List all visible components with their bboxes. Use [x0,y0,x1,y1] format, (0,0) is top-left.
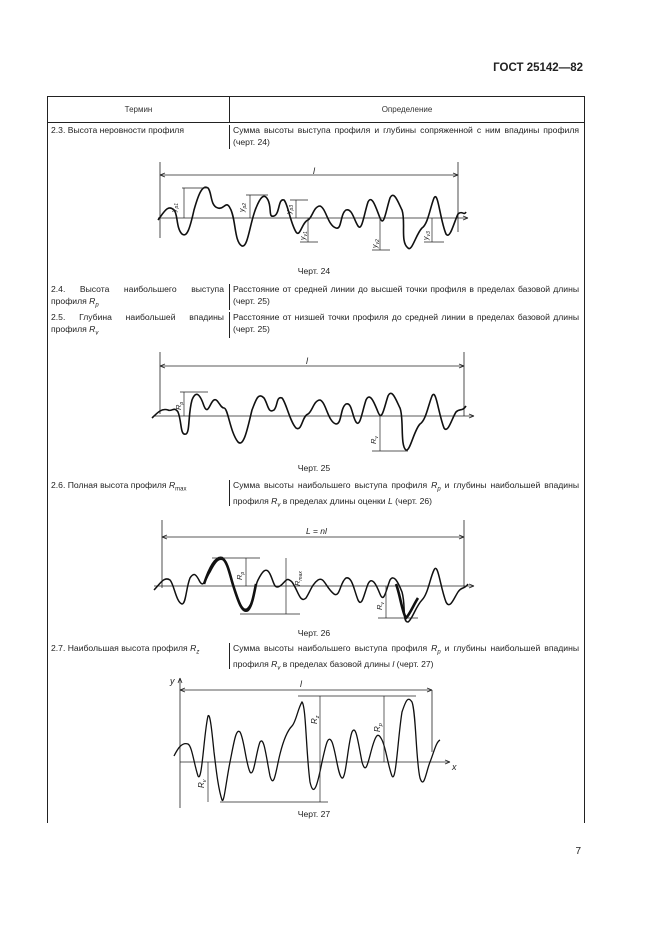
length-label: l [306,356,308,366]
label-rv: $R_v$ [197,779,208,788]
figure-25-profile [150,352,480,457]
label-yv2: $y_{v2}$ [372,239,381,248]
term-text: 2.5. Глубина наибольшей впадины профиля $R_v$ [51,312,224,337]
figure-27-caption: Черт. 27 [297,809,331,819]
figure-27-profile [160,672,470,812]
length-label: L = nl [306,526,327,536]
definition-text: Сумма высоты наибольшего выступа профиля $R_p$ и глубины наибольшей впадины профиля $R_v$ в пределах длины оценки L (черт. 26) [233,480,579,509]
label-yp3: $y_{p3}$ [286,204,295,214]
length-label: l [300,679,302,689]
table-row [48,480,584,509]
term-text: 2.4. Высота наибольшего выступа профиля $R_p$ [51,284,224,309]
definition-text: Сумма высоты выступа профиля и глубины сопряженной с ним впадины профиля (черт. 24) [233,125,579,147]
page-number: 7 [575,846,581,857]
term-text: 2.3. Высота неровности профиля [51,125,184,135]
label-rp: $R_p$ [235,571,246,580]
definition-text: Расстояние от низшей точки профиля до средней линии в пределах базовой длины (черт. 25) [233,312,579,334]
table-row [48,125,584,149]
term-text: 2.7. Наибольшая высота профиля $R_z$ [51,643,200,656]
definition-text: Сумма высоты наибольшего выступа профиля $R_p$ и глубины наибольшей впадины профиля $R_v$ в пределах базовой длины l (черт. 27) [233,643,579,672]
table-row [48,312,584,338]
figure-24-profile [150,162,480,262]
label-yv1: $y_{v1}$ [300,231,309,240]
label-rz: $R_z$ [310,715,321,724]
label-yp2: $y_{p2}$ [239,202,248,212]
column-header-term: Термин [48,97,230,122]
label-yp1: $y_{p1}$ [171,202,180,212]
table-row [48,643,584,672]
term-text: 2.6. Полная высота профиля $R_{max}$ [51,480,187,493]
figure-24-caption: Черт. 24 [297,266,331,276]
length-label: l [313,166,315,176]
figure-25-caption: Черт. 25 [297,463,331,473]
label-rp: $R_p$ [174,401,185,410]
axis-y-label: y [170,676,175,686]
label-rmax: $R_{max}$ [293,571,304,586]
axis-x-label: x [452,762,457,772]
figure-26-caption: Черт. 26 [297,628,331,638]
definition-text: Расстояние от средней линии до высшей точки профиля в пределах базовой длины (черт. 25) [233,284,579,306]
table-row [48,284,584,310]
column-header-definition: Определение [381,105,433,114]
label-rp: $R_p$ [373,723,384,732]
figure-26-profile [150,518,480,623]
table-header [48,96,584,123]
label-rv: $R_v$ [375,602,386,610]
label-yv3: $y_{v3}$ [423,231,432,240]
label-rv: $R_v$ [369,436,380,444]
standard-number: ГОСТ 25142—82 [493,62,583,74]
